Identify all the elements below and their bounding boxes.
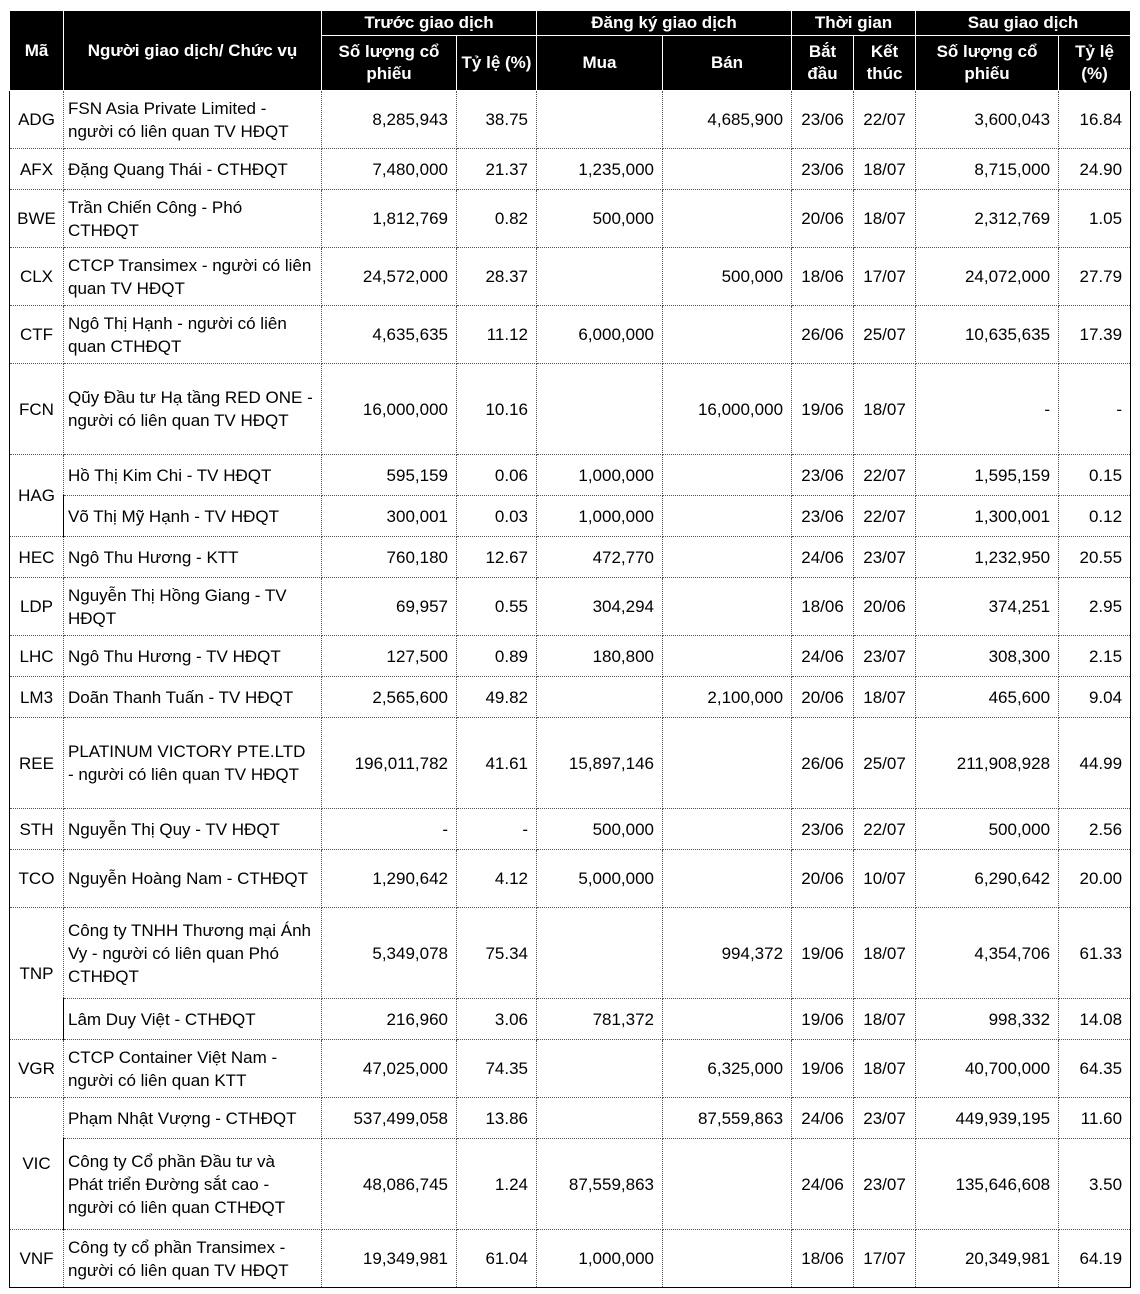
cell-start: 24/06 (792, 1098, 854, 1139)
cell-person: Hồ Thị Kim Chi - TV HĐQT (64, 455, 322, 496)
cell-before-pct: 11.12 (457, 306, 537, 364)
cell-sell: 2,100,000 (663, 677, 792, 718)
header-soluong-truoc: Số lượng cổ phiếu (322, 36, 457, 91)
table-row (10, 306, 1131, 364)
cell-person: Phạm Nhật Vượng - CTHĐQT (64, 1098, 322, 1139)
cell-start: 18/06 (792, 1230, 854, 1288)
cell-ma: FCN (10, 364, 64, 455)
cell-sell (663, 190, 792, 248)
cell-sell: 6,325,000 (663, 1040, 792, 1098)
cell-sell (663, 578, 792, 636)
cell-after-pct: 2.15 (1059, 636, 1131, 677)
cell-before-pct: 10.16 (457, 364, 537, 455)
cell-ma: LHC (10, 636, 64, 677)
table-body (10, 91, 1131, 1288)
cell-after-pct: 17.39 (1059, 306, 1131, 364)
cell-start: 19/06 (792, 908, 854, 999)
cell-after-qty: 24,072,000 (916, 248, 1059, 306)
cell-before-qty: 16,000,000 (322, 364, 457, 455)
cell-person: Đặng Quang Thái - CTHĐQT (64, 149, 322, 190)
cell-buy: 1,000,000 (537, 1230, 663, 1288)
cell-after-qty: 6,290,642 (916, 850, 1059, 908)
cell-buy: 180,800 (537, 636, 663, 677)
cell-sell (663, 1139, 792, 1230)
cell-start: 23/06 (792, 149, 854, 190)
cell-buy (537, 248, 663, 306)
cell-after-qty: 20,349,981 (916, 1230, 1059, 1288)
cell-end: 18/07 (854, 364, 916, 455)
cell-start: 19/06 (792, 999, 854, 1040)
cell-before-pct: 0.89 (457, 636, 537, 677)
cell-buy: 1,235,000 (537, 149, 663, 190)
cell-end: 18/07 (854, 190, 916, 248)
cell-ma: LDP (10, 578, 64, 636)
cell-end: 22/07 (854, 91, 916, 149)
cell-before-pct: 74.35 (457, 1040, 537, 1098)
cell-ma: TCO (10, 850, 64, 908)
cell-end: 25/07 (854, 718, 916, 809)
cell-person: Ngô Thu Hương - TV HĐQT (64, 636, 322, 677)
table-row (10, 149, 1131, 190)
cell-start: 20/06 (792, 850, 854, 908)
cell-buy: 781,372 (537, 999, 663, 1040)
cell-person: Ngô Thị Hạnh - người có liên quan CTHĐQT (64, 306, 322, 364)
cell-person: Ngô Thu Hương - KTT (64, 537, 322, 578)
cell-person: Công ty Cổ phần Đầu tư và Phát triển Đường sắt cao - người có liên quan CTHĐQT (64, 1139, 322, 1230)
cell-person: Công ty cổ phần Transimex - người có liên quan TV HĐQT (64, 1230, 322, 1288)
cell-ma: LM3 (10, 677, 64, 718)
header-mua: Mua (537, 36, 663, 91)
cell-end: 23/07 (854, 537, 916, 578)
cell-sell: 994,372 (663, 908, 792, 999)
cell-buy: 1,000,000 (537, 455, 663, 496)
cell-after-qty: 1,300,001 (916, 496, 1059, 537)
header-sau: Sau giao dịch (916, 11, 1131, 36)
table-row (10, 850, 1131, 908)
cell-after-qty: 211,908,928 (916, 718, 1059, 809)
cell-after-qty: 135,646,608 (916, 1139, 1059, 1230)
cell-before-qty: 7,480,000 (322, 149, 457, 190)
cell-after-pct: 16.84 (1059, 91, 1131, 149)
cell-after-qty: 40,700,000 (916, 1040, 1059, 1098)
cell-start: 24/06 (792, 1139, 854, 1230)
cell-person: Nguyễn Hoàng Nam - CTHĐQT (64, 850, 322, 908)
cell-after-pct: 3.50 (1059, 1139, 1131, 1230)
cell-buy: 6,000,000 (537, 306, 663, 364)
cell-after-pct: 1.05 (1059, 190, 1131, 248)
header-nguoi: Người giao dịch/ Chức vụ (64, 11, 322, 91)
cell-before-qty: 2,565,600 (322, 677, 457, 718)
cell-person: Công ty TNHH Thương mại Ánh Vy - người có liên quan Phó CTHĐQT (64, 908, 322, 999)
cell-before-qty: 595,159 (322, 455, 457, 496)
cell-sell: 87,559,863 (663, 1098, 792, 1139)
cell-start: 26/06 (792, 718, 854, 809)
insider-trading-table (9, 10, 1131, 1288)
cell-before-pct: 38.75 (457, 91, 537, 149)
cell-after-pct: 0.12 (1059, 496, 1131, 537)
cell-after-pct: 24.90 (1059, 149, 1131, 190)
cell-start: 23/06 (792, 809, 854, 850)
table-row (10, 908, 1131, 999)
cell-before-pct: 41.61 (457, 718, 537, 809)
cell-before-qty: 1,812,769 (322, 190, 457, 248)
cell-after-qty: - (916, 364, 1059, 455)
cell-sell (663, 537, 792, 578)
table-header (10, 11, 1131, 91)
cell-end: 23/07 (854, 636, 916, 677)
table-row (10, 248, 1131, 306)
cell-buy: 304,294 (537, 578, 663, 636)
cell-ma: TNP (10, 908, 64, 1040)
cell-person: Trần Chiến Công - Phó CTHĐQT (64, 190, 322, 248)
cell-before-qty: 127,500 (322, 636, 457, 677)
cell-before-qty: 760,180 (322, 537, 457, 578)
cell-before-qty: 216,960 (322, 999, 457, 1040)
cell-after-qty: 308,300 (916, 636, 1059, 677)
table-row (10, 91, 1131, 149)
cell-person: CTCP Transimex - người có liên quan TV HĐQT (64, 248, 322, 306)
cell-sell: 500,000 (663, 248, 792, 306)
cell-after-pct: 9.04 (1059, 677, 1131, 718)
cell-after-pct: 64.19 (1059, 1230, 1131, 1288)
cell-start: 24/06 (792, 636, 854, 677)
cell-after-qty: 2,312,769 (916, 190, 1059, 248)
cell-before-qty: 24,572,000 (322, 248, 457, 306)
cell-sell: 4,685,900 (663, 91, 792, 149)
cell-end: 17/07 (854, 1230, 916, 1288)
cell-ma: HEC (10, 537, 64, 578)
cell-sell (663, 496, 792, 537)
header-dangky: Đăng ký giao dịch (537, 11, 792, 36)
cell-end: 22/07 (854, 809, 916, 850)
cell-start: 19/06 (792, 1040, 854, 1098)
cell-sell (663, 149, 792, 190)
cell-after-qty: 1,232,950 (916, 537, 1059, 578)
cell-sell (663, 636, 792, 677)
cell-before-qty: 196,011,782 (322, 718, 457, 809)
table-row (10, 677, 1131, 718)
table-row (10, 1040, 1131, 1098)
cell-before-pct: 13.86 (457, 1098, 537, 1139)
cell-after-qty: 4,354,706 (916, 908, 1059, 999)
cell-end: 20/06 (854, 578, 916, 636)
cell-person: Nguyễn Thị Hồng Giang - TV HĐQT (64, 578, 322, 636)
cell-sell (663, 1230, 792, 1288)
cell-before-pct: 49.82 (457, 677, 537, 718)
cell-buy: 500,000 (537, 190, 663, 248)
cell-buy (537, 908, 663, 999)
cell-before-pct: 0.06 (457, 455, 537, 496)
cell-before-pct: 0.03 (457, 496, 537, 537)
cell-start: 20/06 (792, 677, 854, 718)
cell-after-qty: 465,600 (916, 677, 1059, 718)
cell-after-pct: 14.08 (1059, 999, 1131, 1040)
cell-end: 22/07 (854, 496, 916, 537)
cell-person: CTCP Container Việt Nam - người có liên quan KTT (64, 1040, 322, 1098)
cell-sell (663, 850, 792, 908)
cell-end: 25/07 (854, 306, 916, 364)
table-row (10, 1230, 1131, 1288)
cell-before-pct: - (457, 809, 537, 850)
cell-before-qty: 19,349,981 (322, 1230, 457, 1288)
cell-after-pct: 27.79 (1059, 248, 1131, 306)
cell-before-qty: 8,285,943 (322, 91, 457, 149)
cell-ma: REE (10, 718, 64, 809)
header-soluong-sau: Số lượng cổ phiếu (916, 36, 1059, 91)
cell-ma: HAG (10, 455, 64, 537)
table-row (10, 537, 1131, 578)
cell-start: 26/06 (792, 306, 854, 364)
cell-ma: BWE (10, 190, 64, 248)
cell-after-pct: 11.60 (1059, 1098, 1131, 1139)
cell-person: Qũy Đầu tư Hạ tầng RED ONE - người có liên quan TV HĐQT (64, 364, 322, 455)
table-row (10, 496, 1131, 537)
table-row (10, 809, 1131, 850)
cell-end: 18/07 (854, 999, 916, 1040)
cell-buy (537, 1098, 663, 1139)
cell-before-qty: 47,025,000 (322, 1040, 457, 1098)
table-row (10, 636, 1131, 677)
cell-end: 22/07 (854, 455, 916, 496)
cell-start: 18/06 (792, 578, 854, 636)
cell-after-qty: 500,000 (916, 809, 1059, 850)
cell-end: 10/07 (854, 850, 916, 908)
cell-buy: 500,000 (537, 809, 663, 850)
cell-after-pct: 2.95 (1059, 578, 1131, 636)
cell-after-qty: 998,332 (916, 999, 1059, 1040)
cell-before-qty: 48,086,745 (322, 1139, 457, 1230)
cell-after-pct: - (1059, 364, 1131, 455)
header-tyle-sau: Tỷ lệ (%) (1059, 36, 1131, 91)
table-row (10, 1098, 1131, 1139)
cell-buy: 15,897,146 (537, 718, 663, 809)
cell-after-pct: 61.33 (1059, 908, 1131, 999)
cell-ma: STH (10, 809, 64, 850)
cell-sell: 16,000,000 (663, 364, 792, 455)
cell-ma: ADG (10, 91, 64, 149)
cell-ma: VGR (10, 1040, 64, 1098)
cell-after-qty: 449,939,195 (916, 1098, 1059, 1139)
cell-before-pct: 61.04 (457, 1230, 537, 1288)
cell-ma: CLX (10, 248, 64, 306)
cell-start: 18/06 (792, 248, 854, 306)
cell-sell (663, 809, 792, 850)
cell-before-pct: 1.24 (457, 1139, 537, 1230)
header-ma: Mã (10, 11, 64, 91)
cell-before-qty: 300,001 (322, 496, 457, 537)
cell-after-qty: 8,715,000 (916, 149, 1059, 190)
cell-after-qty: 10,635,635 (916, 306, 1059, 364)
cell-buy: 1,000,000 (537, 496, 663, 537)
cell-before-qty: 5,349,078 (322, 908, 457, 999)
cell-sell (663, 718, 792, 809)
cell-end: 17/07 (854, 248, 916, 306)
cell-before-qty: 537,499,058 (322, 1098, 457, 1139)
cell-before-pct: 75.34 (457, 908, 537, 999)
cell-start: 19/06 (792, 364, 854, 455)
cell-before-pct: 28.37 (457, 248, 537, 306)
header-tyle-truoc: Tỷ lệ (%) (457, 36, 537, 91)
cell-buy (537, 91, 663, 149)
cell-person: Lâm Duy Việt - CTHĐQT (64, 999, 322, 1040)
header-ketthuc: Kết thúc (854, 36, 916, 91)
cell-end: 18/07 (854, 149, 916, 190)
cell-person: Doãn Thanh Tuấn - TV HĐQT (64, 677, 322, 718)
cell-end: 18/07 (854, 908, 916, 999)
cell-buy: 87,559,863 (537, 1139, 663, 1230)
table-row (10, 718, 1131, 809)
cell-ma: CTF (10, 306, 64, 364)
cell-after-pct: 20.00 (1059, 850, 1131, 908)
cell-buy (537, 364, 663, 455)
cell-sell (663, 455, 792, 496)
table-row (10, 364, 1131, 455)
cell-before-pct: 12.67 (457, 537, 537, 578)
table-row (10, 578, 1131, 636)
cell-end: 23/07 (854, 1139, 916, 1230)
cell-start: 24/06 (792, 537, 854, 578)
cell-before-pct: 21.37 (457, 149, 537, 190)
cell-person: PLATINUM VICTORY PTE.LTD - người có liên quan TV HĐQT (64, 718, 322, 809)
cell-before-pct: 0.55 (457, 578, 537, 636)
cell-before-pct: 4.12 (457, 850, 537, 908)
cell-end: 23/07 (854, 1098, 916, 1139)
cell-before-qty: 1,290,642 (322, 850, 457, 908)
table-row (10, 999, 1131, 1040)
cell-ma: AFX (10, 149, 64, 190)
cell-sell (663, 306, 792, 364)
header-batdau: Bắt đầu (792, 36, 854, 91)
cell-buy: 472,770 (537, 537, 663, 578)
cell-person: Nguyễn Thị Quy - TV HĐQT (64, 809, 322, 850)
cell-sell (663, 999, 792, 1040)
header-ban: Bán (663, 36, 792, 91)
cell-start: 23/06 (792, 455, 854, 496)
cell-buy (537, 677, 663, 718)
cell-buy (537, 1040, 663, 1098)
cell-ma: VNF (10, 1230, 64, 1288)
cell-buy: 5,000,000 (537, 850, 663, 908)
table-row (10, 190, 1131, 248)
cell-before-qty: - (322, 809, 457, 850)
cell-before-pct: 3.06 (457, 999, 537, 1040)
cell-start: 23/06 (792, 91, 854, 149)
cell-after-qty: 3,600,043 (916, 91, 1059, 149)
table-row (10, 1139, 1131, 1230)
header-thoigian: Thời gian (792, 11, 916, 36)
cell-end: 18/07 (854, 677, 916, 718)
cell-before-qty: 4,635,635 (322, 306, 457, 364)
cell-end: 18/07 (854, 1040, 916, 1098)
cell-person: Võ Thị Mỹ Hạnh - TV HĐQT (64, 496, 322, 537)
table-row (10, 455, 1131, 496)
cell-start: 20/06 (792, 190, 854, 248)
cell-after-pct: 0.15 (1059, 455, 1131, 496)
cell-start: 23/06 (792, 496, 854, 537)
cell-after-pct: 64.35 (1059, 1040, 1131, 1098)
header-truoc: Trước giao dịch (322, 11, 537, 36)
cell-after-pct: 2.56 (1059, 809, 1131, 850)
cell-before-pct: 0.82 (457, 190, 537, 248)
cell-after-qty: 1,595,159 (916, 455, 1059, 496)
cell-after-pct: 20.55 (1059, 537, 1131, 578)
cell-after-pct: 44.99 (1059, 718, 1131, 809)
cell-person: FSN Asia Private Limited - người có liên quan TV HĐQT (64, 91, 322, 149)
cell-after-qty: 374,251 (916, 578, 1059, 636)
cell-ma: VIC (10, 1098, 64, 1230)
cell-before-qty: 69,957 (322, 578, 457, 636)
